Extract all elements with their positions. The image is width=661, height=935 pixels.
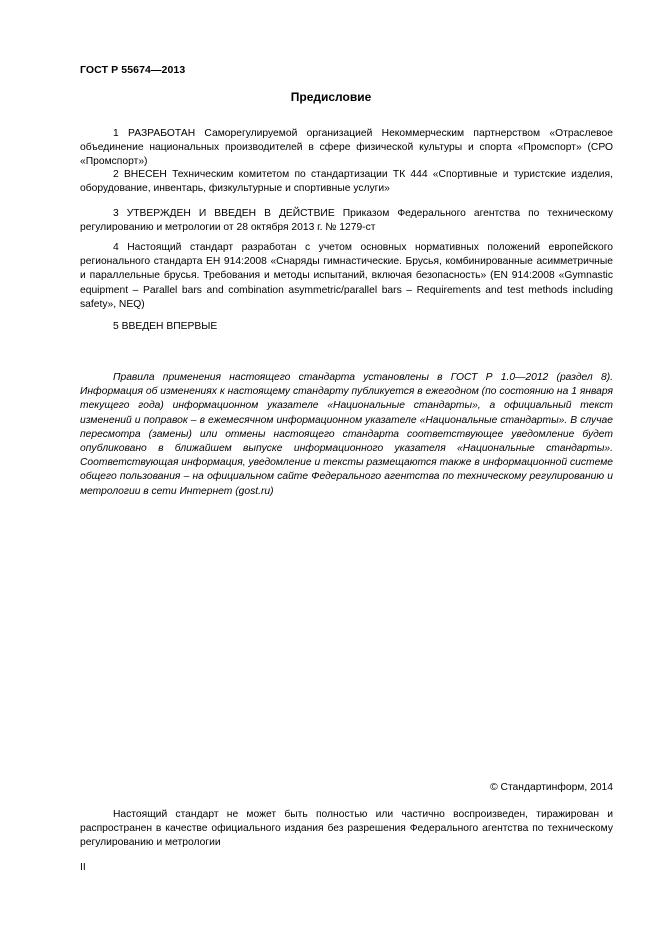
paragraph-5-first-introduced: 5 ВВЕДЕН ВПЕРВЫЕ (113, 321, 218, 332)
page-number: II (80, 862, 86, 873)
paragraph-3-approved: 3 УТВЕРЖДЕН И ВВЕДЕН В ДЕЙСТВИЕ Приказом Федерального агентства по техническому регулированию и метрологии от 28 октября 2013 г. № 1279-ст (80, 208, 613, 234)
paragraph-1-developed-by: 1 РАЗРАБОТАН Саморегулируемой организацией Некоммерческим партнерством «Отраслевое объединение национальных производителей в сфере физической культуры и спорта «Промспорт» (СРО «Промспорт») (80, 128, 613, 168)
standard-code-header: ГОСТ Р 55674—2013 (80, 64, 186, 76)
application-rules-note: Правила применения настоящего стандарта установлены в ГОСТ Р 1.0—2012 (раздел 8). Информация об изменениях к настоящему стандарту публикуется в ежегодном (по состоянию на 1 января текущего года) информационном указателе «Национальные стандарты», а официальный текст изменений и поправок – в ежемесячном информационном указателе «Национальные стандарты». В случае пересмотра (замены) или отмены настоящего стандарта соответствующее уведомление будет опубликовано в ближайшем выпуске информационного указателя «Национальные стандарты». Соответствующая информация, уведомление и тексты размещаются также в информационной системе общего пользования – на официальном сайте Федерального агентства по техническому регулированию и метрологии в сети Интернет (gost.ru) (80, 372, 613, 497)
paragraph-2-introduced-by: 2 ВНЕСЕН Техническим комитетом по стандартизации ТК 444 «Спортивные и туристские изделия, оборудование, инвентарь, физкультурные и спортивные услуги» (80, 169, 613, 195)
page-title: Предисловие (290, 90, 372, 104)
reproduction-notice: Настоящий стандарт не может быть полностью или частично воспроизведен, тиражирован и распространен в качестве официального издания без разрешения Федерального агентства по техническому регулированию и метрологии (80, 809, 613, 849)
paragraph-4-basis: 4 Настоящий стандарт разработан с учетом основных нормативных положений европейского регионального стандарта ЕН 914:2008 «Снаряды гимнастические. Брусья, комбинированные асимметричные и параллельные брусья. Требования и методы испытаний, включая безопасность» (EN 914:2008 «Gymnastic equipment – Parallel bars and combination asymmetric/parallel bars – Requirements and test methods including safety», NEQ) (80, 242, 613, 310)
copyright-notice: © Стандартинформ, 2014 (490, 782, 613, 793)
